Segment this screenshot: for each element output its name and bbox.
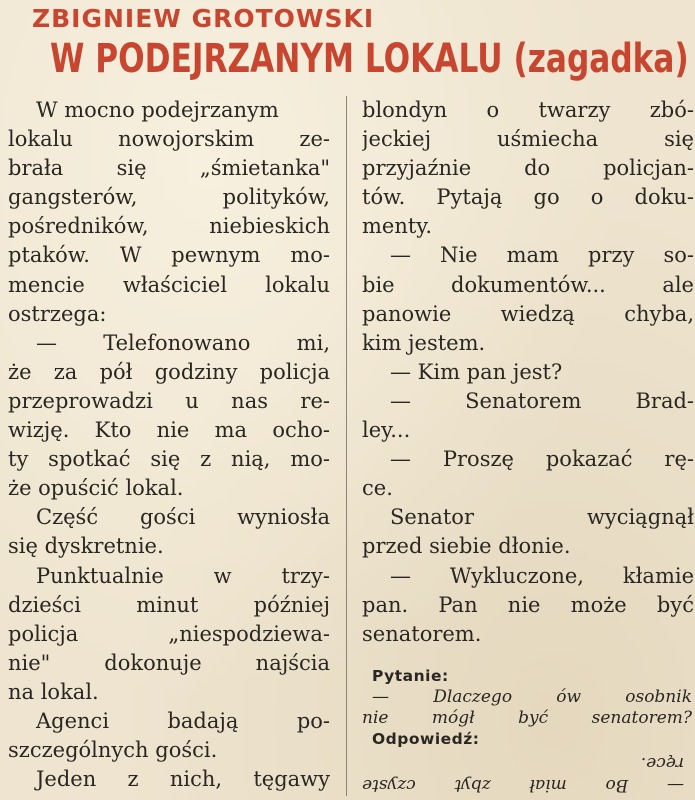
text-line: ce. [362, 476, 393, 501]
text-line: dzieści minut później [8, 592, 330, 617]
text-line: W mocno podejrzanym [36, 98, 279, 122]
text-line: panowie wiedzą chyba, [362, 301, 694, 326]
text-line: przeprowadzi u nas re- [8, 388, 330, 413]
text-line: senatorem. [362, 621, 482, 646]
column-divider [346, 96, 347, 796]
question-line: — Dlaczego ów osobnik [372, 687, 692, 707]
text-line: menty. [362, 214, 433, 239]
text-line: blondyn o twarzy zbó- [362, 98, 694, 122]
text-line: brała się „śmietanka" [8, 156, 330, 181]
answer-line: — Bo miał zbyt czyste [362, 775, 684, 795]
text-line: wizję. Kto nie ma ocho- [8, 418, 330, 443]
text-line: pan. Pan nie może być [362, 592, 694, 617]
left-text-column [8, 96, 330, 794]
text-line: tów. Pytają go o doku- [362, 185, 694, 210]
text-line: bie dokumentów... ale [362, 272, 694, 297]
answer-line: ręce. [640, 753, 684, 773]
text-line: Agenci badają po- [36, 708, 330, 733]
text-line: przed siebie dłonie. [362, 534, 571, 559]
text-line: — Senatorem Brad- [390, 388, 694, 413]
text-line: gangsterów, polityków, [8, 185, 330, 210]
text-line: policja „niespodziewa- [8, 621, 330, 646]
question-label: Pytanie: [372, 667, 449, 685]
text-line: Część gości wyniosła [36, 505, 330, 530]
text-line: jeckiej uśmiecha się [362, 127, 694, 152]
text-line: pośredników, niebieskich [8, 214, 330, 239]
text-line: ptaków. W pewnym mo- [8, 243, 330, 268]
text-line: Jeden z nich, tęgawy [36, 767, 330, 792]
text-line: Punktualnie w trzy- [36, 563, 330, 588]
text-line: nie" dokonuje najścia [8, 650, 330, 675]
text-line: — Telefonowano mi, [36, 330, 330, 355]
text-line: — Kim pan jest? [390, 359, 563, 384]
text-line: — Wykluczone, kłamie [390, 563, 694, 588]
text-line: że za pół godziny policja [8, 359, 330, 384]
text-line: na lokal. [8, 679, 99, 704]
answer-label: Odpowiedź: [372, 730, 480, 748]
text-line: lokalu nowojorskim ze- [8, 127, 330, 152]
question-line: nie mógł być senatorem? [362, 708, 692, 728]
text-line: się dyskretnie. [8, 534, 164, 559]
article-headline: W PODEJRZANYM LOKALU (zagadka) [50, 36, 689, 82]
text-line: — Nie mam przy so- [390, 243, 694, 268]
upside-down-answer [362, 736, 684, 796]
text-line: ostrzega: [8, 301, 107, 326]
text-line: Senator wyciągnął [390, 505, 694, 530]
text-line: mencie właściciel lokalu [8, 272, 330, 297]
text-line: że opuścić lokal. [8, 476, 184, 501]
author-byline: ZBIGNIEW GROTOWSKI [32, 4, 375, 33]
text-line: przyjaźnie do policjan- [362, 156, 694, 181]
text-line: — Proszę pokazać rę- [390, 447, 694, 472]
right-text-column [362, 96, 694, 649]
text-line: kim jestem. [362, 330, 486, 355]
text-line: ley... [362, 418, 411, 443]
text-line: szczególnych gości. [8, 738, 218, 763]
text-line: ty spotkać się z nią, mo- [8, 447, 330, 472]
